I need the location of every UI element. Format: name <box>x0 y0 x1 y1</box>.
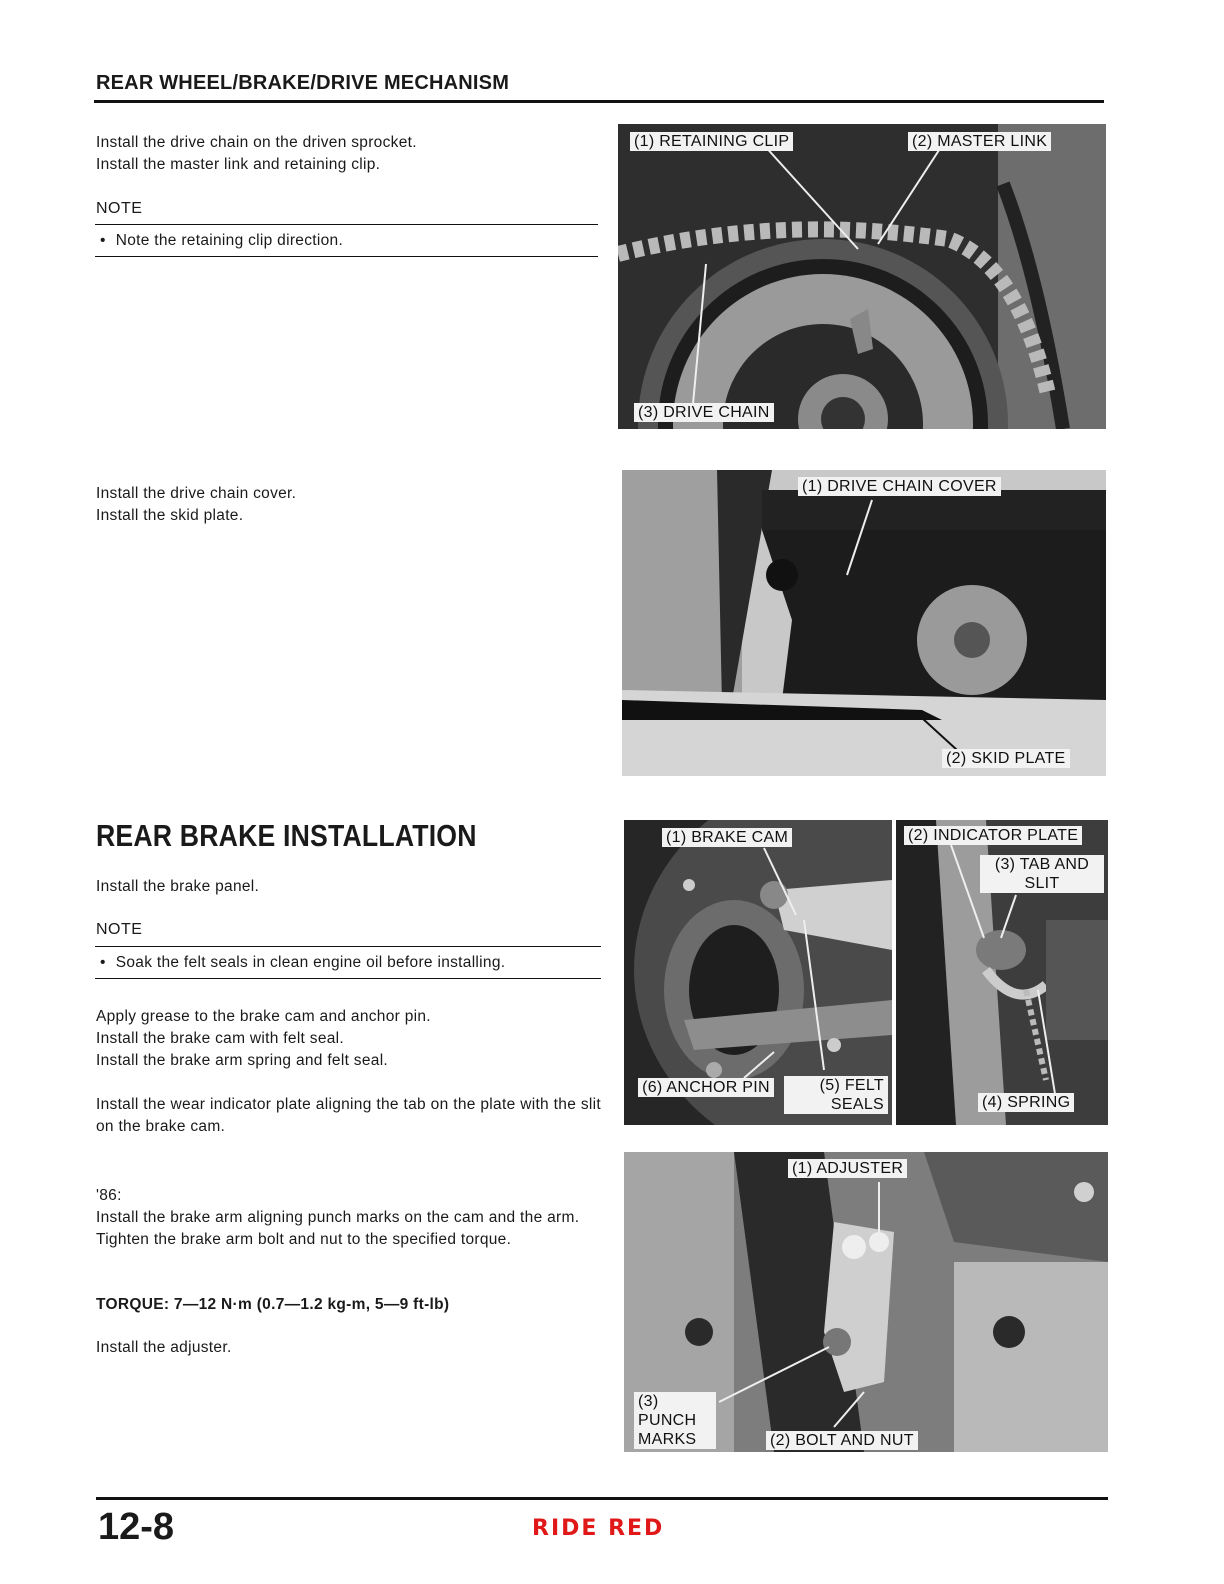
spring-label: (4) SPRING <box>978 1093 1074 1112</box>
adjuster-photo <box>624 1152 1108 1452</box>
section-title: REAR BRAKE INSTALLATION <box>96 818 477 853</box>
brake-arm-instructions <box>96 1207 606 1251</box>
brake-cam-photo <box>624 820 892 1125</box>
punch-marks-label: (3) PUNCH MARKS <box>634 1392 716 1449</box>
indicator-plate-label: (2) INDICATOR PLATE <box>904 826 1082 845</box>
footer-rule <box>96 1497 1108 1500</box>
chain-cover-photo <box>622 470 1106 776</box>
instruction-line: Install the brake arm aligning punch marks on the cam and the arm. <box>96 1209 580 1226</box>
skid-plate-label: (2) SKID PLATE <box>942 749 1070 768</box>
retaining-clip-label: (1) RETAINING CLIP <box>630 132 793 151</box>
instruction-line: Install the skid plate. <box>96 507 244 524</box>
anchor-pin-label: (6) ANCHOR PIN <box>638 1078 774 1097</box>
section-header: REAR WHEEL/BRAKE/DRIVE MECHANISM <box>96 72 510 94</box>
note-rule-bottom <box>95 978 601 979</box>
chain-cover-illustration <box>622 470 1106 776</box>
note-rule-top <box>95 224 598 225</box>
drive-chain-cover-label: (1) DRIVE CHAIN COVER <box>798 477 1001 496</box>
note-rule-bottom <box>95 256 598 257</box>
note-item: • Note the retaining clip direction. <box>100 230 343 252</box>
indicator-plate-instruction: Install the wear indicator plate aligning the tab on the plate with the slit on the brake cam. <box>96 1096 601 1135</box>
bolt-and-nut-label: (2) BOLT AND NUT <box>766 1431 918 1450</box>
drive-chain-label: (3) DRIVE CHAIN <box>634 403 774 422</box>
note-label: NOTE <box>96 921 143 938</box>
felt-seals-label: (5) FELT SEALS <box>784 1076 888 1114</box>
brake-cam-label: (1) BRAKE CAM <box>662 828 792 847</box>
torque-spec: TORQUE: 7—12 N·m (0.7—1.2 kg-m, 5—9 ft-lb) <box>96 1296 450 1313</box>
model-year-label: '86: <box>96 1187 122 1204</box>
adjuster-instruction: Install the adjuster. <box>96 1339 232 1356</box>
instruction-line: Apply grease to the brake cam and anchor pin. <box>96 1008 431 1025</box>
indicator-plate-photo <box>896 820 1108 1125</box>
drive-chain-photo <box>618 124 1106 429</box>
page-number: 12-8 <box>98 1506 175 1548</box>
note-rule-top <box>95 946 601 947</box>
instruction-line: Install the drive chain on the driven sprocket. <box>96 134 417 151</box>
brake-panel-instruction: Install the brake panel. <box>96 878 260 895</box>
note-label: NOTE <box>96 200 143 217</box>
brand-mark: RIDE RED <box>532 1516 665 1541</box>
instruction-line: Tighten the brake arm bolt and nut to the specified torque. <box>96 1231 512 1248</box>
tab-and-slit-label: (3) TAB AND SLIT <box>980 855 1104 893</box>
drive-chain-illustration <box>618 124 1106 429</box>
brake-cam-instructions <box>96 1006 601 1072</box>
instruction-line: Install the drive chain cover. <box>96 485 297 502</box>
header-rule <box>94 100 1104 103</box>
note-item: • Soak the felt seals in clean engine oil before installing. <box>100 952 505 974</box>
chain-cover-instructions <box>96 483 596 527</box>
master-link-label: (2) MASTER LINK <box>908 132 1051 151</box>
instruction-line: Install the brake arm spring and felt seal. <box>96 1052 389 1069</box>
adjuster-label: (1) ADJUSTER <box>788 1159 907 1178</box>
instruction-line: Install the brake cam with felt seal. <box>96 1030 345 1047</box>
drive-chain-instructions <box>96 132 596 176</box>
instruction-line: Install the master link and retaining clip. <box>96 156 381 173</box>
